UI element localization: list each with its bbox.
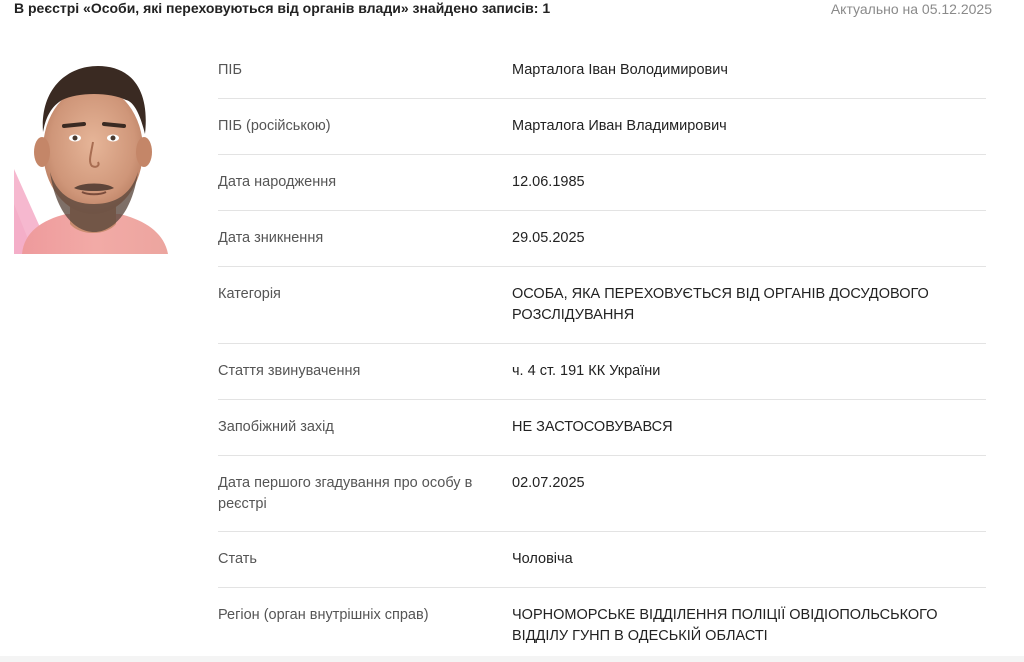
detail-row-charge-article	[218, 344, 986, 400]
detail-label: ПІБ (російською)	[218, 118, 331, 134]
detail-label: Дата зникнення	[218, 230, 324, 246]
detail-value: 12.06.1985	[512, 174, 585, 190]
detail-label: Дата першого згадування про особу в реєстрі	[218, 475, 473, 512]
detail-row-birth-date	[218, 155, 986, 211]
detail-value: 02.07.2025	[512, 475, 585, 491]
detail-row-category	[218, 267, 986, 344]
detail-label: Категорія	[218, 286, 281, 302]
person-photo-icon	[14, 54, 172, 254]
results-header	[14, 0, 994, 20]
detail-label: Запобіжний захід	[218, 419, 334, 435]
detail-label: Регіон (орган внутрішніх справ)	[218, 607, 429, 623]
person-photo	[14, 54, 172, 254]
detail-row-preventive-measure	[218, 400, 986, 456]
bottom-edge	[0, 656, 1024, 662]
detail-label: ПІБ	[218, 62, 242, 78]
detail-row-full-name	[218, 43, 986, 99]
actuality-date: Актуально на 05.12.2025	[830, 1, 992, 17]
detail-row-sex	[218, 532, 986, 588]
detail-value: ОСОБА, ЯКА ПЕРЕХОВУЄТЬСЯ ВІД ОРГАНІВ ДОСУДОВОГО РОЗСЛІДУВАННЯ	[512, 286, 929, 323]
results-count-title: В реєстрі «Особи, які переховуються від органів влади» знайдено записів: 1	[14, 0, 551, 16]
detail-value: НЕ ЗАСТОСОВУВАВСЯ	[512, 419, 673, 435]
person-details-table	[218, 43, 986, 662]
detail-value: Марталога Іван Володимирович	[512, 62, 728, 78]
detail-label: Дата народження	[218, 174, 337, 190]
detail-row-full-name-russian	[218, 99, 986, 155]
detail-label: Стаття звинувачення	[218, 363, 361, 379]
detail-label: Стать	[218, 551, 257, 567]
detail-row-disappearance-date	[218, 211, 986, 267]
detail-row-first-mention-date	[218, 456, 986, 532]
detail-value: Марталога Иван Владимирович	[512, 118, 727, 134]
detail-value: ЧОРНОМОРСЬКЕ ВІДДІЛЕННЯ ПОЛІЦІЇ ОВІДІОПОЛЬСЬКОГО ВІДДІЛУ ГУНП В ОДЕСЬКІЙ ОБЛАСТІ	[512, 607, 938, 644]
detail-value: 29.05.2025	[512, 230, 585, 246]
detail-value: ч. 4 ст. 191 КК України	[512, 363, 661, 379]
detail-row-region	[218, 588, 986, 662]
detail-value: Чоловіча	[512, 551, 573, 567]
